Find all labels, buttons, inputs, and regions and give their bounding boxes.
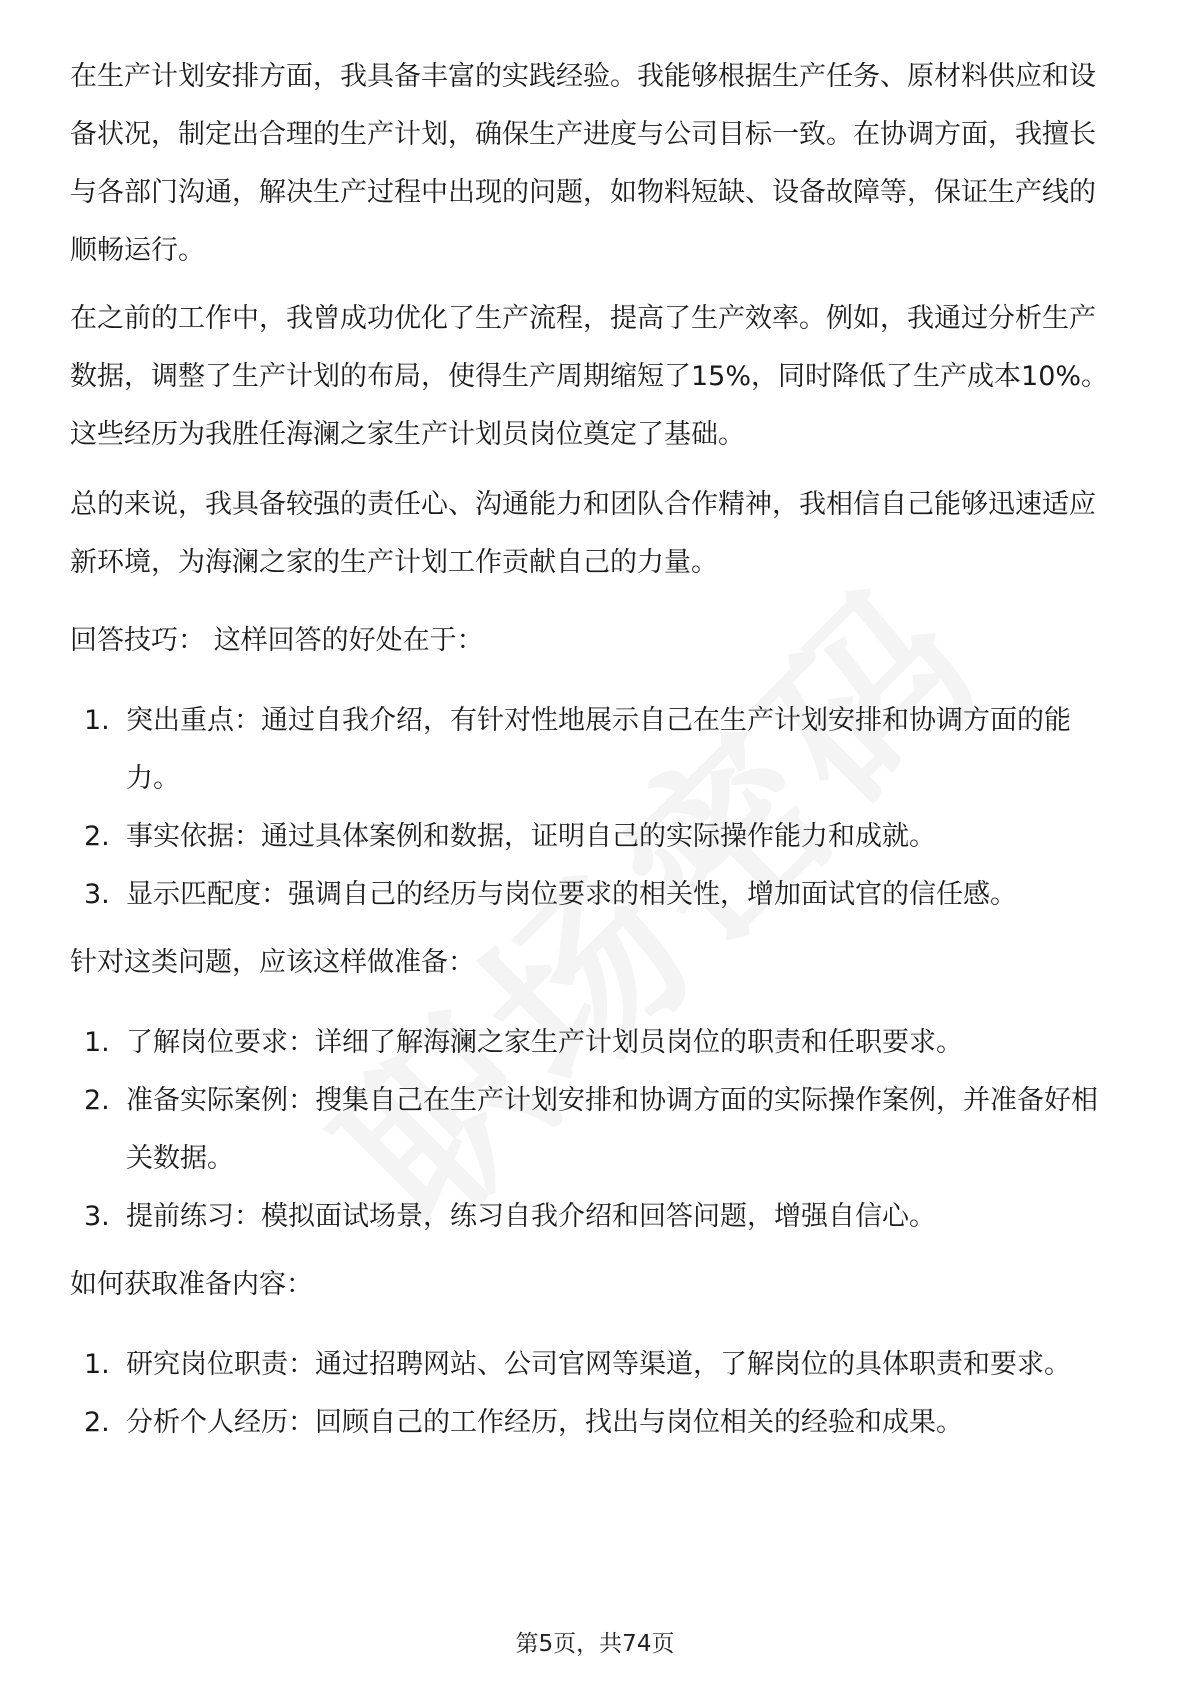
heading-answer-tips: 回答技巧： 这样回答的好处在于： (70, 625, 484, 656)
list-answer-tips (70, 692, 1120, 924)
list-get-content (70, 1336, 1120, 1452)
heading-get-content: 如何获取准备内容： (70, 1269, 313, 1300)
list-item: 3. 提前练习：模拟面试场景，练习自我介绍和回答问题，增强自信心。 (84, 1201, 936, 1232)
list-item: 1. 突出重点：通过自我介绍，有针对性地展示自己在生产计划安排和协调方面的能力。 (84, 705, 1071, 794)
page-number-footer: 第5页，共74页 (515, 1631, 675, 1657)
list-item: 3. 显示匹配度：强调自己的经历与岗位要求的相关性，增加面试官的信任感。 (84, 879, 1017, 910)
heading-preparation: 针对这类问题，应该这样做准备： (70, 947, 475, 978)
list-item: 2. 事实依据：通过具体案例和数据，证明自己的实际操作能力和成就。 (84, 821, 936, 852)
paragraph-summary: 总的来说，我具备较强的责任心、沟通能力和团队合作精神，我相信自己能够迅速适应新环境，为海澜之家的生产计划工作贡献自己的力量。 (70, 489, 1096, 578)
list-item: 1. 研究岗位职责：通过招聘网站、公司官网等渠道，了解岗位的具体职责和要求。 (84, 1349, 1071, 1380)
paragraph-planning-experience: 在生产计划安排方面，我具备丰富的实践经验。我能够根据生产任务、原材料供应和设备状况，制定出合理的生产计划，确保生产进度与公司目标一致。在协调方面，我擅长与各部门沟通，解决生产过程中出现的问题，如物料短缺、设备故障等，保证生产线的顺畅运行。 (70, 61, 1096, 266)
list-item: 2. 分析个人经历：回顾自己的工作经历，找出与岗位相关的经验和成果。 (84, 1407, 963, 1438)
list-item: 2. 准备实际案例：搜集自己在生产计划安排和协调方面的实际操作案例，并准备好相关数据。 (84, 1085, 1098, 1174)
paragraph-past-achievements: 在之前的工作中，我曾成功优化了生产流程，提高了生产效率。例如，我通过分析生产数据，调整了生产计划的布局，使得生产周期缩短了15%，同时降低了生产成本10%。这些经历为我胜任海澜之家生产计划员岗位奠定了基础。 (70, 303, 1109, 450)
list-item: 1. 了解岗位要求：详细了解海澜之家生产计划员岗位的职责和任职要求。 (84, 1027, 963, 1058)
list-preparation (70, 1014, 1120, 1246)
